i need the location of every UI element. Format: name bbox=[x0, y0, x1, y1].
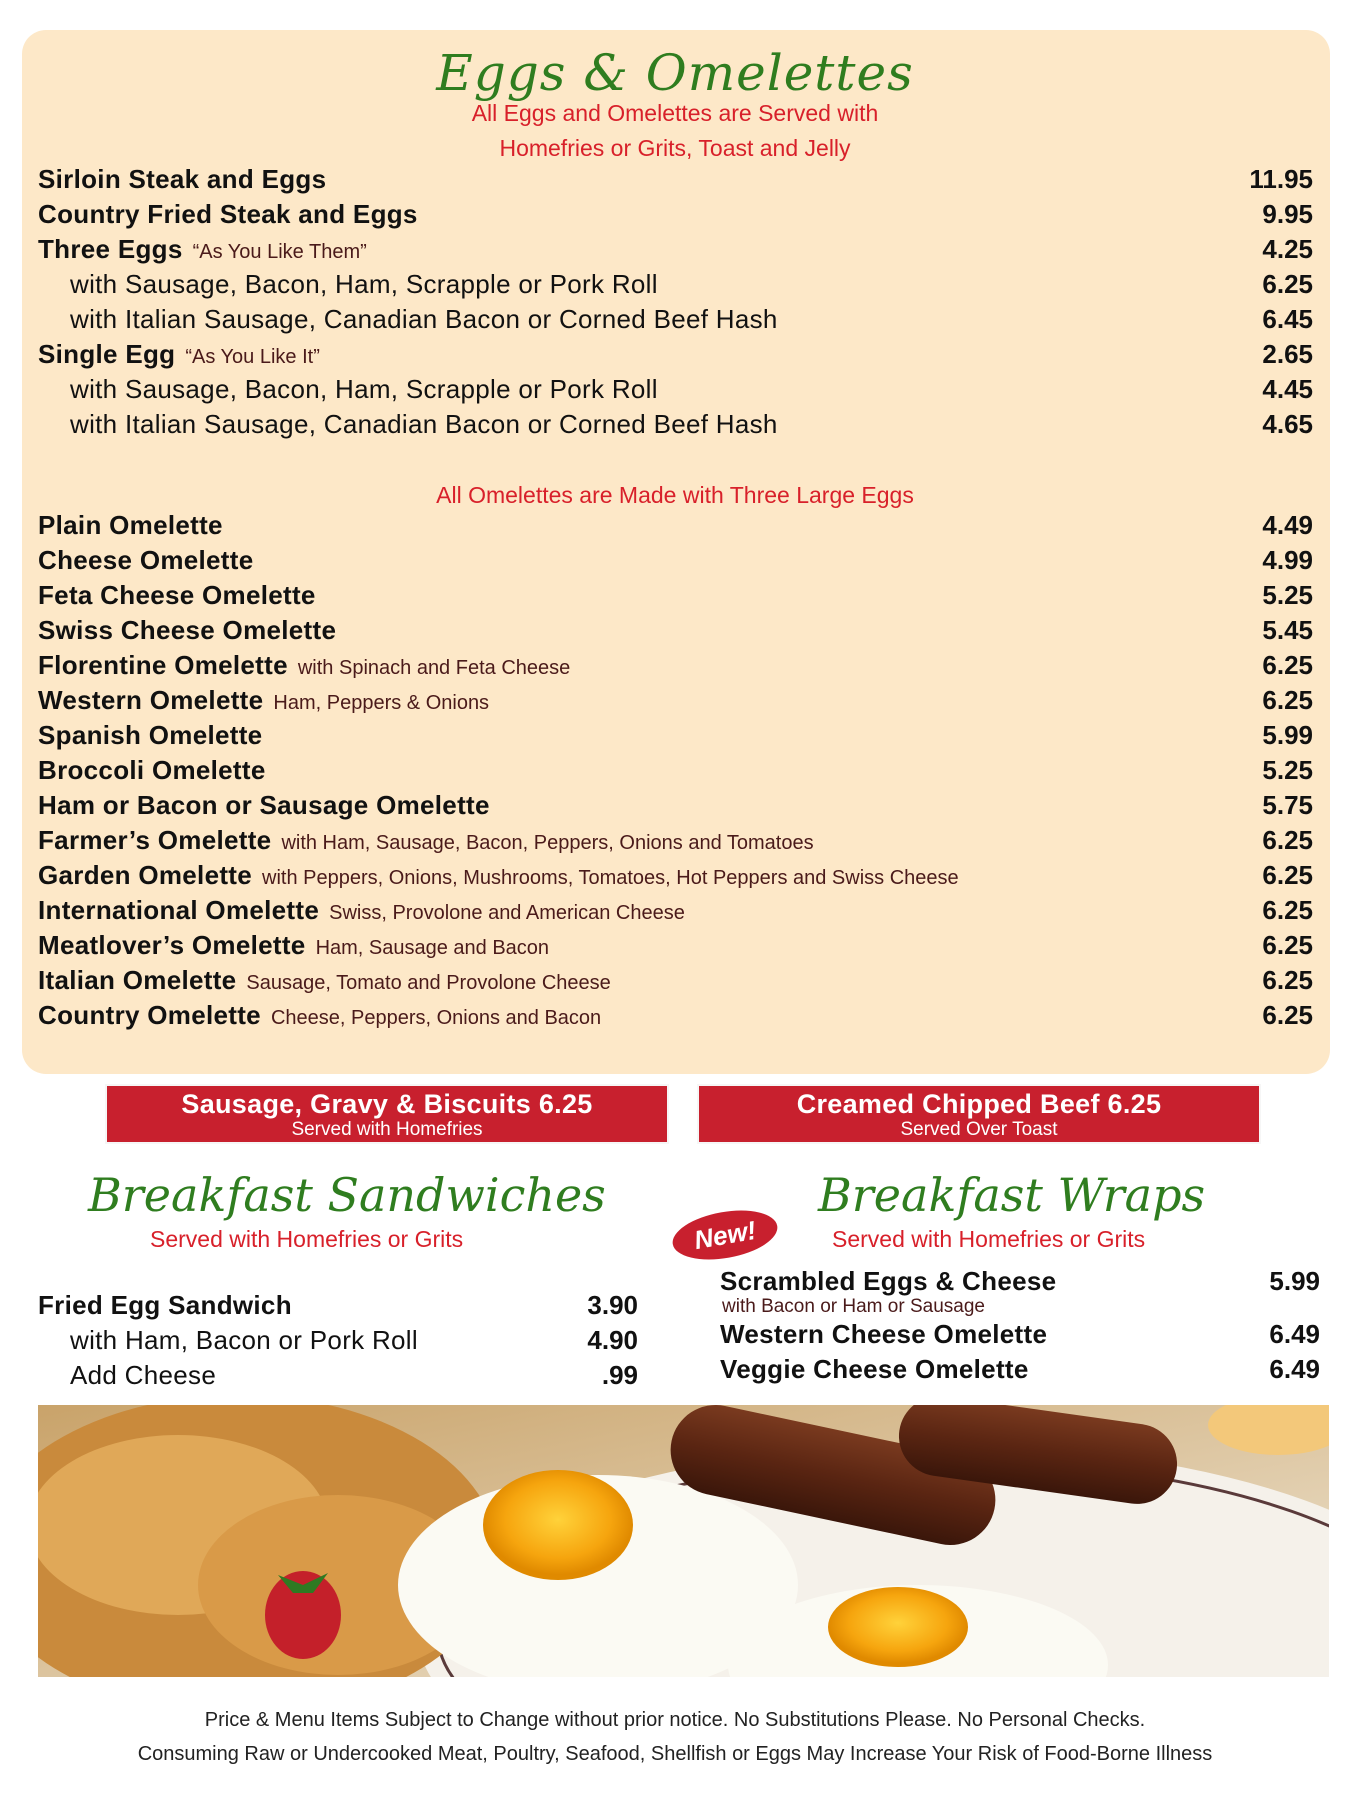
item-price: 6.49 bbox=[1269, 1354, 1320, 1384]
item-name: Fried Egg Sandwich bbox=[38, 1290, 292, 1320]
item-price: 4.90 bbox=[587, 1325, 638, 1355]
item-name: Sirloin Steak and Eggs bbox=[38, 164, 327, 194]
breakfast-plate-illustration bbox=[38, 1405, 1329, 1677]
item-name: Single Egg bbox=[38, 339, 176, 369]
list-item bbox=[38, 685, 1313, 720]
omelette-note: All Omelettes are Made with Three Large Eggs bbox=[436, 482, 914, 508]
item-price: 6.25 bbox=[1262, 965, 1313, 995]
item-price: 6.25 bbox=[1262, 269, 1313, 299]
item-price: 11.95 bbox=[1249, 164, 1313, 194]
item-price: 9.95 bbox=[1262, 199, 1313, 229]
item-name: Meatlover’s Omelette bbox=[38, 930, 306, 960]
item-name: with Sausage, Bacon, Ham, Scrapple or Pork Roll bbox=[70, 374, 658, 404]
eggs-subtitle-line2: Homefries or Grits, Toast and Jelly bbox=[499, 135, 851, 161]
list-item bbox=[38, 825, 1313, 860]
item-price: 5.75 bbox=[1262, 790, 1313, 820]
item-description: Ham, Peppers & Onions bbox=[273, 692, 490, 714]
list-item bbox=[38, 720, 1313, 755]
banner-title: Creamed Chipped Beef 6.25 bbox=[796, 1089, 1162, 1119]
item-name: Western Omelette bbox=[38, 685, 264, 715]
sausage-gravy-banner bbox=[105, 1084, 669, 1144]
footer-health-warning: Consuming Raw or Undercooked Meat, Poultry, Seafood, Shellfish or Eggs May Increase Your Risk of Food-Borne Illness bbox=[137, 1743, 1213, 1765]
item-name: Western Cheese Omelette bbox=[720, 1319, 1048, 1349]
list-item bbox=[38, 860, 1313, 895]
item-description: with Spinach and Feta Cheese bbox=[297, 657, 571, 679]
item-note: with Bacon or Ham or Sausage bbox=[722, 1296, 985, 1317]
item-price: 6.45 bbox=[1262, 304, 1313, 334]
new-badge: New! bbox=[669, 1203, 781, 1267]
list-item bbox=[38, 339, 1313, 374]
item-name: Country Fried Steak and Eggs bbox=[38, 199, 418, 229]
item-name: Plain Omelette bbox=[38, 510, 223, 540]
list-item bbox=[38, 930, 1313, 965]
banner-title: Sausage, Gravy & Biscuits 6.25 bbox=[181, 1089, 593, 1119]
item-name: Veggie Cheese Omelette bbox=[720, 1354, 1029, 1384]
item-price: 6.25 bbox=[1262, 895, 1313, 925]
sandwiches-subtitle: Served with Homefries or Grits bbox=[150, 1226, 464, 1252]
item-name: Swiss Cheese Omelette bbox=[38, 615, 337, 645]
breakfast-plate-photo bbox=[38, 1405, 1329, 1677]
item-name: with Italian Sausage, Canadian Bacon or Corned Beef Hash bbox=[70, 409, 778, 439]
item-price: 4.25 bbox=[1262, 234, 1313, 264]
item-price: 2.65 bbox=[1262, 339, 1313, 369]
wraps-subtitle: Served with Homefries or Grits bbox=[832, 1226, 1146, 1252]
item-price: 6.25 bbox=[1262, 685, 1313, 715]
list-item bbox=[38, 1000, 1313, 1035]
egg-items-list bbox=[38, 164, 1313, 444]
item-name: International Omelette bbox=[38, 895, 320, 925]
item-description: Sausage, Tomato and Provolone Cheese bbox=[246, 972, 611, 994]
item-price: 6.25 bbox=[1262, 1000, 1313, 1030]
list-item bbox=[38, 510, 1313, 545]
list-item bbox=[720, 1354, 1320, 1389]
item-name: Ham or Bacon or Sausage Omelette bbox=[38, 790, 490, 820]
list-item bbox=[38, 650, 1313, 685]
item-name: with Sausage, Bacon, Ham, Scrapple or Pork Roll bbox=[70, 269, 658, 299]
list-item bbox=[38, 164, 1313, 199]
item-price: 6.25 bbox=[1262, 860, 1313, 890]
item-name: Cheese Omelette bbox=[38, 545, 254, 575]
item-description: Swiss, Provolone and American Cheese bbox=[329, 902, 685, 924]
list-item bbox=[38, 409, 1313, 444]
item-description: Cheese, Peppers, Onions and Bacon bbox=[270, 1007, 602, 1029]
item-name: Scrambled Eggs & Cheese bbox=[720, 1266, 1057, 1296]
eggs-subtitle-line1: All Eggs and Omelettes are Served with bbox=[471, 100, 879, 126]
item-name: with Ham, Bacon or Pork Roll bbox=[70, 1325, 418, 1355]
list-item bbox=[38, 199, 1313, 234]
item-price: 6.49 bbox=[1269, 1319, 1320, 1349]
list-item bbox=[720, 1319, 1320, 1354]
item-description: “As You Like Them” bbox=[192, 241, 367, 263]
list-item bbox=[38, 374, 1313, 409]
item-name: Garden Omelette bbox=[38, 860, 253, 890]
item-description: with Ham, Sausage, Bacon, Peppers, Onions and Tomatoes bbox=[281, 832, 814, 854]
item-description: “As You Like It” bbox=[185, 346, 320, 368]
item-price: 3.90 bbox=[587, 1290, 638, 1320]
list-item bbox=[38, 545, 1313, 580]
list-item bbox=[38, 580, 1313, 615]
item-price: 5.45 bbox=[1262, 615, 1313, 645]
banner-subtitle: Served Over Toast bbox=[900, 1119, 1058, 1140]
item-name: Feta Cheese Omelette bbox=[38, 580, 316, 610]
item-price: 4.45 bbox=[1262, 374, 1313, 404]
list-item bbox=[38, 615, 1313, 650]
item-name: Spanish Omelette bbox=[38, 720, 263, 750]
item-price: 4.49 bbox=[1262, 510, 1313, 540]
eggs-omelettes-title: Eggs & Omelettes bbox=[436, 44, 914, 102]
sandwich-items-list bbox=[38, 1290, 638, 1395]
item-name: Italian Omelette bbox=[38, 965, 237, 995]
creamed-beef-banner bbox=[697, 1084, 1261, 1144]
list-item bbox=[38, 755, 1313, 790]
item-price: .99 bbox=[601, 1360, 638, 1390]
item-price: 5.25 bbox=[1262, 580, 1313, 610]
item-name: Three Eggs bbox=[38, 234, 183, 264]
list-item bbox=[720, 1266, 1320, 1301]
item-name: with Italian Sausage, Canadian Bacon or Corned Beef Hash bbox=[70, 304, 778, 334]
item-description: with Peppers, Onions, Mushrooms, Tomatoes, Hot Peppers and Swiss Cheese bbox=[262, 867, 959, 889]
item-price: 6.25 bbox=[1262, 825, 1313, 855]
banner-subtitle: Served with Homefries bbox=[291, 1119, 483, 1140]
wrap-items-list bbox=[720, 1266, 1320, 1389]
item-price: 4.99 bbox=[1262, 545, 1313, 575]
item-price: 5.99 bbox=[1262, 720, 1313, 750]
item-description: Ham, Sausage and Bacon bbox=[315, 937, 550, 959]
list-item bbox=[38, 269, 1313, 304]
item-price: 4.65 bbox=[1262, 409, 1313, 439]
footer-disclaimer: Price & Menu Items Subject to Change without prior notice. No Substitutions Please. No Personal Checks. bbox=[204, 1709, 1146, 1731]
wraps-title: Breakfast Wraps bbox=[818, 1168, 1206, 1222]
item-name: Florentine Omelette bbox=[38, 650, 288, 680]
list-item bbox=[38, 1360, 638, 1395]
list-item bbox=[38, 1325, 638, 1360]
item-price: 6.25 bbox=[1262, 650, 1313, 680]
item-name: Add Cheese bbox=[70, 1360, 217, 1390]
item-price: 5.99 bbox=[1269, 1266, 1320, 1296]
item-name: Country Omelette bbox=[38, 1000, 261, 1030]
sandwiches-title: Breakfast Sandwiches bbox=[88, 1168, 606, 1222]
item-name: Farmer’s Omelette bbox=[38, 825, 272, 855]
list-item bbox=[38, 1290, 638, 1325]
omelette-items-list bbox=[38, 510, 1313, 1035]
list-item bbox=[38, 234, 1313, 269]
list-item bbox=[38, 790, 1313, 825]
list-item bbox=[38, 965, 1313, 1000]
item-price: 6.25 bbox=[1262, 930, 1313, 960]
list-item bbox=[38, 304, 1313, 339]
item-name: Broccoli Omelette bbox=[38, 755, 266, 785]
item-price: 5.25 bbox=[1262, 755, 1313, 785]
list-item bbox=[38, 895, 1313, 930]
